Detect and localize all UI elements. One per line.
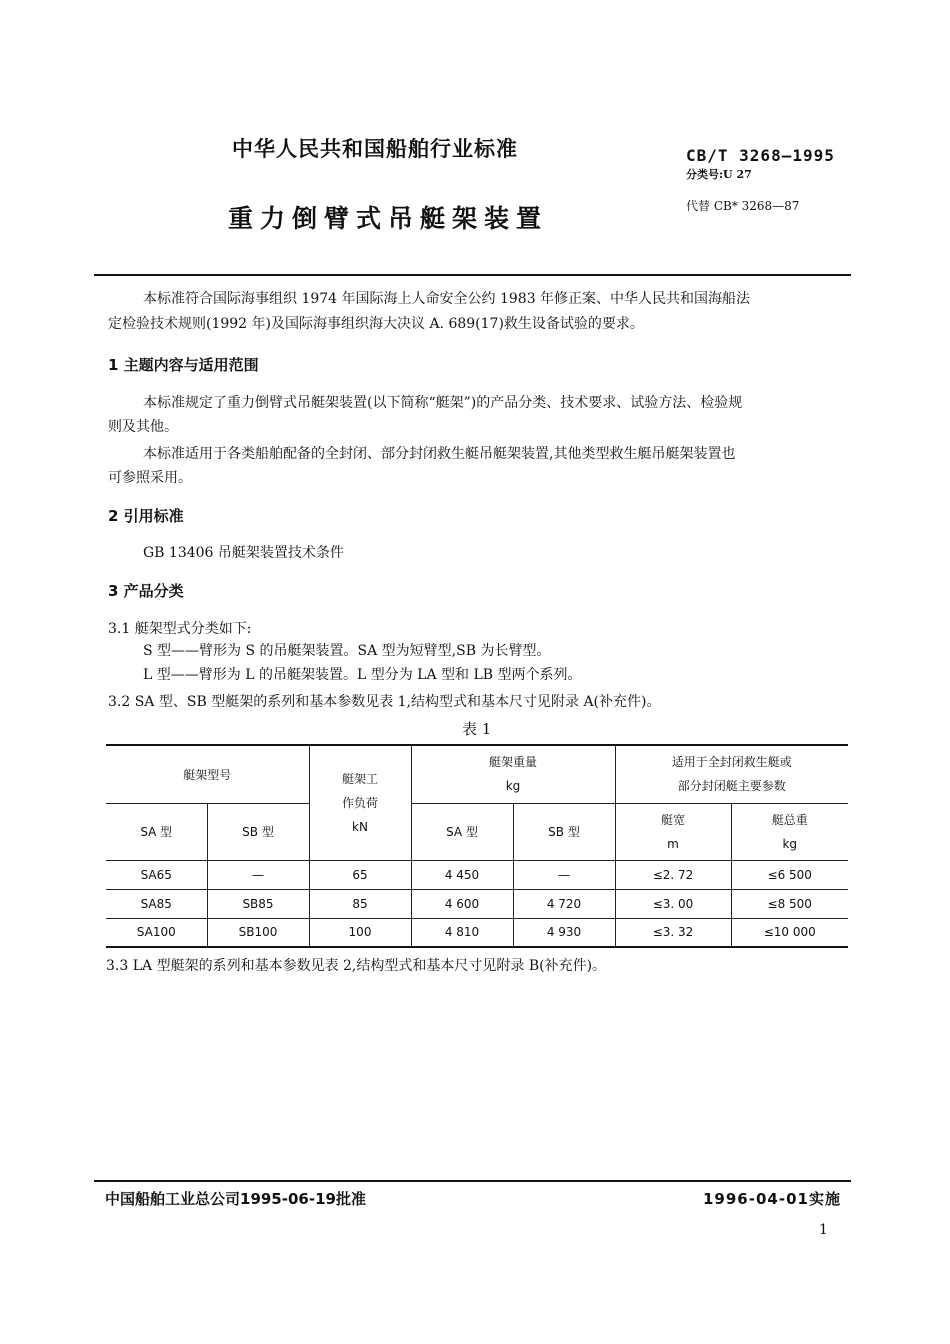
clause-3-2: 3.2 SA 型、SB 型艇架的系列和基本参数见表 1,结构型式和基本尺寸见附录 A(补充件)。 xyxy=(108,694,661,710)
footer-rule xyxy=(94,1180,851,1182)
header-rule xyxy=(94,274,851,276)
header-boat-width: 艇宽 m xyxy=(615,803,731,860)
table-row: SA100 SB100 100 4 810 4 930 ≤3. 32 ≤10 000 xyxy=(106,918,848,947)
page-number: 1 xyxy=(819,1222,828,1238)
approval-date: 中国船舶工业总公司1995-06-19批准 xyxy=(105,1190,366,1208)
section-2-heading: 2 引用标准 xyxy=(108,507,184,525)
header-sb-type: SB 型 xyxy=(207,803,309,860)
replaces-standard: 代替 CB* 3268—87 xyxy=(686,199,800,213)
clause-3-1-s-type: S 型——臂形为 S 的吊艇架装置。SA 型为短臂型,SB 为长臂型。 xyxy=(143,643,551,659)
intro-line-2: 定检验技术规则(1992 年)及国际海事组织海大决议 A. 689(17)救生设备试验的要求。 xyxy=(108,316,644,332)
header-working-load: 艇架工 作负荷 kN xyxy=(309,745,411,860)
section-1-p1-line2: 则及其他。 xyxy=(108,419,178,435)
referenced-standard: GB 13406 吊艇架装置技术条件 xyxy=(143,545,344,561)
intro-line-1: 本标准符合国际海事组织 1974 年国际海上人命安全公约 1983 年修正案、中华人民共和国海船法 xyxy=(143,291,751,307)
table-row: SA85 SB85 85 4 600 4 720 ≤3. 00 ≤8 500 xyxy=(106,889,848,918)
header-weight-sb: SB 型 xyxy=(513,803,615,860)
section-3-heading: 3 产品分类 xyxy=(108,582,184,600)
header-boat-total-weight: 艇总重 kg xyxy=(731,803,848,860)
header-weight-sa: SA 型 xyxy=(411,803,513,860)
table-1-caption: 表 1 xyxy=(462,720,492,738)
classification-number: 分类号:U 27 xyxy=(686,168,752,181)
header-lifeboat-params: 适用于全封闭救生艇或 部分封闭艇主要参数 xyxy=(615,745,848,803)
clause-3-1: 3.1 艇架型式分类如下: xyxy=(108,621,252,637)
effective-date: 1996-04-01实施 xyxy=(703,1190,841,1208)
header-davit-weight: 艇架重量 kg xyxy=(411,745,615,803)
clause-3-3: 3.3 LA 型艇架的系列和基本参数见表 2,结构型式和基本尺寸见附录 B(补充件)。 xyxy=(106,958,607,974)
table-1 xyxy=(106,744,848,948)
section-1-p2-line2: 可参照采用。 xyxy=(108,470,192,486)
section-1-p1-line1: 本标准规定了重力倒臂式吊艇架装置(以下简称“艇架”)的产品分类、技术要求、试验方法、检验规 xyxy=(143,395,743,411)
industry-standard-title: 中华人民共和国船舶行业标准 xyxy=(232,137,518,161)
table-row: SA65 — 65 4 450 — ≤2. 72 ≤6 500 xyxy=(106,860,848,889)
section-1-heading: 1 主题内容与适用范围 xyxy=(108,356,259,374)
header-sa-type: SA 型 xyxy=(106,803,207,860)
section-1-p2-line1: 本标准适用于各类船舶配备的全封闭、部分封闭救生艇吊艇架装置,其他类型救生艇吊艇架装置也 xyxy=(143,446,736,462)
header-model: 艇架型号 xyxy=(106,745,309,803)
standard-number: CB/T 3268—1995 xyxy=(686,146,835,165)
clause-3-1-l-type: L 型——臂形为 L 的吊艇架装置。L 型分为 LA 型和 LB 型两个系列。 xyxy=(143,667,582,683)
document-title: 重力倒臂式吊艇架装置 xyxy=(228,204,549,233)
